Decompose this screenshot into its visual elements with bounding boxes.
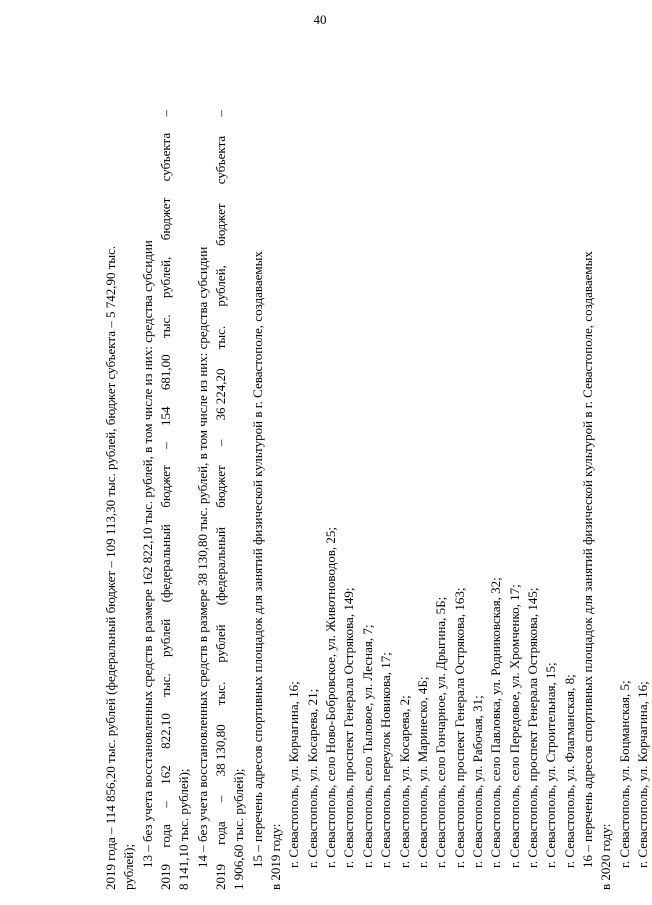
word: (федеральный (213, 527, 229, 606)
word: рублей (158, 618, 174, 657)
word: тыс. (158, 673, 174, 697)
word: 162 (158, 765, 174, 785)
word: 154 (158, 406, 174, 426)
word: года (213, 821, 229, 845)
word: – (158, 110, 174, 117)
word: рублей, (158, 256, 174, 299)
word: рублей, (213, 265, 229, 307)
text-line (157, 110, 175, 890)
word: 681,00 (158, 354, 174, 391)
word: – (158, 442, 174, 449)
text-line: г. Севастополь, ул. Рабочая, 31; (469, 695, 485, 868)
text-line: г. Севастополь, село Передовое, ул. Хромченко, 17; (506, 584, 522, 868)
text-line: 16 – перечень адресов спортивных площадок для занятий физической культурой в г. Севастополе, создаваемых (579, 251, 595, 868)
text-line: рублей); (121, 843, 137, 890)
text-line: г. Севастополь, ул. Флагманская, 8; (561, 674, 577, 868)
word: 822,10 (158, 713, 174, 749)
text-line: г. Севастополь, проспект Генерала Острякова, 149; (341, 587, 357, 868)
word: 38 130,80 (213, 724, 229, 777)
text-line: г. Севастополь, ул. Косарева, 2; (396, 695, 412, 868)
word: тыс. (213, 681, 229, 706)
word: бюджет (158, 465, 174, 508)
word: тыс. (213, 325, 229, 350)
word: 2019 (213, 864, 229, 890)
text-line: в 2020 году: (598, 823, 614, 890)
text-line: г. Севастополь, переулок Новикова, 17; (378, 652, 394, 868)
text-line: 13 – без учета восстановленных средств в размере 162 822,10 тыс. рублей, в том числе из них: средства субсидии (139, 240, 155, 868)
word: бюджет (213, 203, 229, 247)
text-line: 1 906,60 тыс. рублей); (231, 768, 247, 890)
text-line: г. Севастополь, село Ново-Бобровское, ул. Животноводов, 25; (323, 527, 339, 868)
document-body (102, 110, 650, 890)
text-line: 2019 года – 114 856,20 тыс. рублей (федеральный бюджет – 109 113,30 тыс. рублей, бюджет субъекта – 5 742,90 тыс. (103, 245, 118, 890)
word: – (213, 110, 229, 117)
text-line (212, 110, 230, 890)
text-line: г. Севастополь, ул. Боцманская, 5; (616, 680, 632, 868)
word: – (213, 439, 229, 447)
text-line: 15 – перечень адресов спортивных площадок для занятий физической культурой в г. Севастополе, создаваемых (249, 251, 265, 868)
text-line: г. Севастополь, село Тыловое, ул. Лесная, 7; (359, 624, 375, 868)
word: тыс. (158, 314, 174, 338)
word: 36 224,20 (213, 368, 229, 421)
text-line: в 2019 году: (268, 823, 284, 890)
text-line: г. Севастополь, ул. Корчагина, 16; (286, 681, 302, 868)
text-line: 8 141,10 тыс. рублей); (176, 768, 192, 890)
word: бюджет (158, 197, 174, 241)
text-line: г. Севастополь, ул. Корчагина, 16; (634, 681, 650, 868)
word: – (158, 801, 174, 808)
page-number: 40 (313, 12, 327, 27)
text-line: 14 – без учета восстановленных средств в размере 38 130,80 тыс. рублей, в том числе из них: средства субсидии (194, 246, 210, 868)
text-line: г. Севастополь, проспект Генерала Острякова, 145; (524, 587, 540, 868)
text-line: г. Севастополь, проспект Генерала Острякова, 163; (451, 587, 467, 868)
word: (федеральный (158, 524, 174, 603)
text-line: г. Севастополь, ул. Косарева, 21; (304, 688, 320, 868)
word: субъекта (213, 135, 229, 185)
word: 2019 (158, 864, 174, 890)
word: года (158, 824, 174, 848)
text-line: г. Севастополь, село Павловка, ул. Родниковская, 32; (488, 577, 504, 868)
text-line: г. Севастополь, ул. Строительная, 15; (543, 662, 559, 868)
text-line: г. Севастополь, село Гончарное, ул. Дрыгина, 5Б; (433, 596, 449, 868)
word: – (213, 795, 229, 803)
word: субъекта (158, 132, 174, 182)
word: рублей (213, 624, 229, 663)
text-line: г. Севастополь, ул. Маринеско, 4Б; (414, 676, 430, 868)
word: бюджет (213, 465, 229, 508)
